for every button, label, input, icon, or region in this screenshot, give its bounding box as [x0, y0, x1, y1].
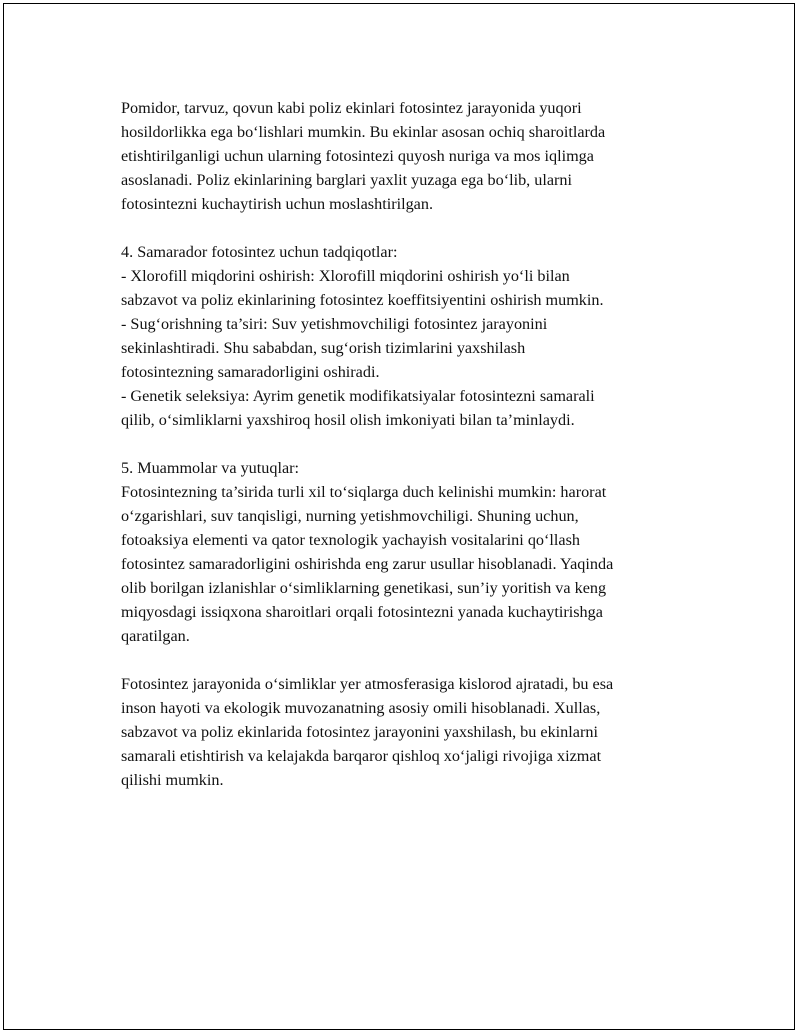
- text-line: fotoaksiya elementi va qator texnologik yachayish vositalarini qo‘llash: [121, 531, 580, 549]
- text-line: Pomidor, tarvuz, qovun kabi poliz ekinlari fotosintez jarayonida yuqori: [121, 99, 582, 117]
- page-frame: [3, 3, 795, 1030]
- text-line: qaratilgan.: [121, 627, 190, 645]
- text-line: sabzavot va poliz ekinlarining fotosintez koeffitsiyentini oshirish mumkin.: [121, 291, 604, 309]
- text-line: Fotosintezning ta’sirida turli xil to‘siqlarga duch kelinishi mumkin: harorat: [121, 483, 607, 501]
- section-heading: 5. Muammolar va yutuqlar:: [121, 459, 300, 477]
- paragraph-spacer: [121, 432, 701, 456]
- document-body: [121, 96, 701, 792]
- paragraph-problems: [121, 456, 701, 648]
- paragraph-spacer: [121, 216, 701, 240]
- text-line: sabzavot va poliz ekinlarida fotosintez jarayonini yaxshilash, bu ekinlarni: [121, 723, 598, 741]
- text-line: inson hayoti va ekologik muvozanatning asosiy omili hisoblanadi. Xullas,: [121, 699, 601, 717]
- paragraph-spacer: [121, 648, 701, 672]
- text-line: qilishi mumkin.: [121, 771, 224, 789]
- text-line: asoslanadi. Poliz ekinlarining barglari yaxlit yuzaga ega bo‘lib, ularni: [121, 171, 573, 189]
- text-line: olib borilgan izlanishlar o‘simliklarning genetikasi, sun’iy yoritish va keng: [121, 579, 607, 597]
- paragraph-intro: [121, 96, 701, 216]
- text-line: miqyosdagi issiqxona sharoitlari orqali fotosintezni yanada kuchaytirishga: [121, 603, 603, 621]
- text-line: fotosintez samaradorligini oshirishda eng zarur usullar hisoblanadi. Yaqinda: [121, 555, 614, 573]
- text-line: fotosintezni kuchaytirish uchun moslashtirilgan.: [121, 195, 434, 213]
- text-line: sekinlashtiradi. Shu sababdan, sug‘orish tizimlarini yaxshilash: [121, 339, 526, 357]
- text-line: etishtirilganligi uchun ularning fotosintezi quyosh nuriga va mos iqlimga: [121, 147, 594, 165]
- text-line: o‘zgarishlari, suv tanqisligi, nurning yetishmovchiligi. Shuning uchun,: [121, 507, 579, 525]
- paragraph-research: [121, 240, 701, 432]
- text-line: samarali etishtirish va kelajakda barqaror qishloq xo‘jaligi rivojiga xizmat: [121, 747, 602, 765]
- text-line: hosildorlikka ega bo‘lishlari mumkin. Bu ekinlar asosan ochiq sharoitlarda: [121, 123, 606, 141]
- text-line: fotosintezning samaradorligini oshiradi.: [121, 363, 380, 381]
- text-line: - Genetik seleksiya: Ayrim genetik modifikatsiyalar fotosintezni samarali: [121, 387, 595, 405]
- text-line: Fotosintez jarayonida o‘simliklar yer atmosferasiga kislorod ajratadi, bu esa: [121, 675, 614, 693]
- text-line: - Xlorofill miqdorini oshirish: Xlorofill miqdorini oshirish yo‘li bilan: [121, 267, 570, 285]
- text-line: - Sug‘orishning ta’siri: Suv yetishmovchiligi fotosintez jarayonini: [121, 315, 548, 333]
- section-heading: 4. Samarador fotosintez uchun tadqiqotlar:: [121, 243, 398, 261]
- text-line: qilib, o‘simliklarni yaxshiroq hosil olish imkoniyati bilan ta’minlaydi.: [121, 411, 575, 429]
- paragraph-conclusion: [121, 672, 701, 792]
